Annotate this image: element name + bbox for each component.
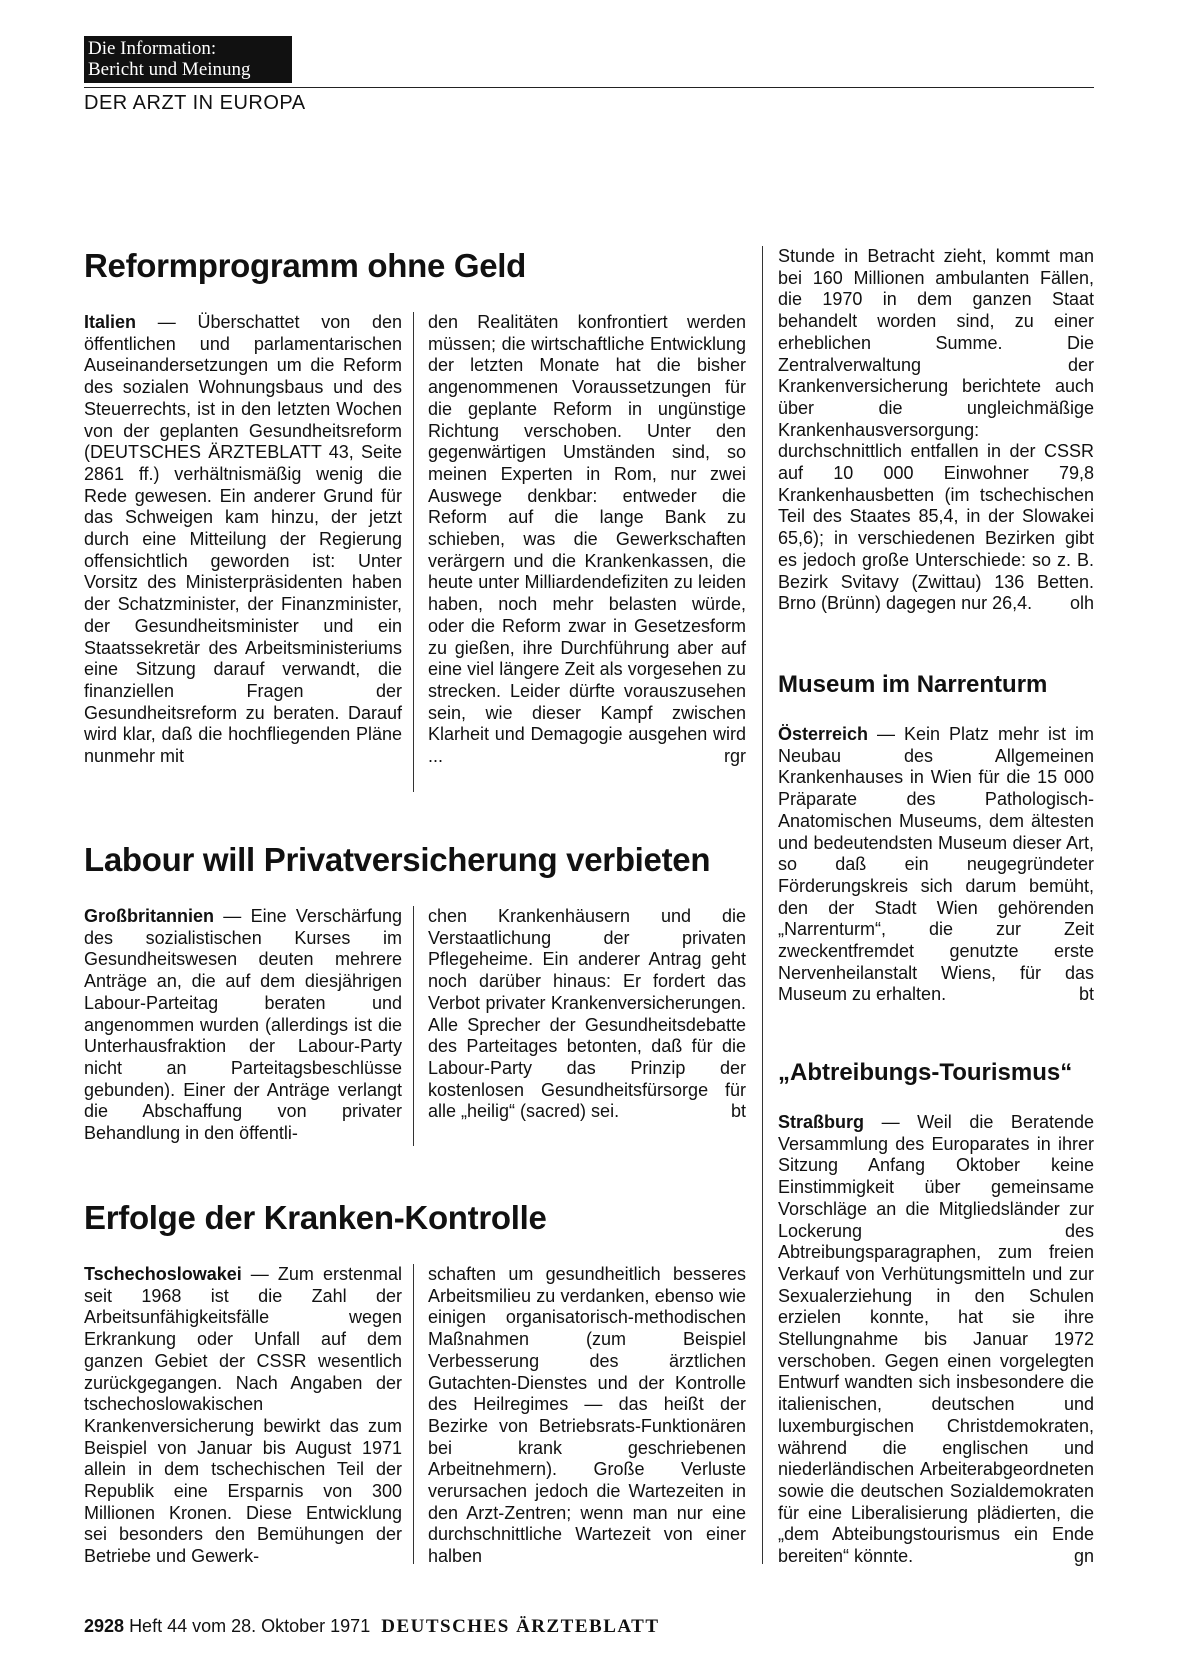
column-divider-right	[762, 246, 763, 1564]
kontrolle-column-3	[778, 246, 1094, 615]
column-divider	[413, 906, 414, 1146]
page-footer	[84, 1616, 660, 1638]
headline-reform: Reformprogramm ohne Geld	[84, 247, 527, 284]
kontrolle-text-1: — Zum erstenmal seit 1968 ist die Zahl der Arbeitsunfähigkeitsfälle wegen Erkrankung oder Unfall auf dem ganzen Gebiet der CSSR wesentlich zurückgegangen. Nach Angaben der tschechoslowakischen Krankenversicherung bewirkt das zum Beispiel von Januar bis August 1971 allein in dem tschechischen Teil der Republik eine Ersparnis von 300 Millionen Kronen. Diese Entwicklung sei besonders den Bemühungen der Betriebe und Gewerk-	[84, 1264, 402, 1567]
headline-kontrolle: Erfolge der Kranken-Kontrolle	[84, 1199, 547, 1236]
labour-text-1: — Eine Verschärfung des sozialistischen Kurses im Gesundheitswesen deuten mehrere Anträge an, die auf dem diesjährigen Labour-Parteitag beraten und angenommen wurden (allerdings ist die Unterhausfraktion der Labour-Party nicht an Parteitagsbeschlüsse gebunden). Einer der Anträge verlangt die Abschaffung von privater Behandlung in den öffentli-	[84, 906, 402, 1144]
abtreibung-signature: gn	[1073, 1546, 1094, 1567]
reform-signature: rgr	[724, 746, 746, 767]
magazine-name: DEUTSCHES ÄRZTEBLATT	[381, 1616, 660, 1637]
headline-labour: Labour will Privatversicherung verbieten	[84, 841, 711, 878]
reform-text-1: — Überschattet von den öffentlichen und parlamentarischen Auseinandersetzungen um die Reform des sozialen Wohnungsbaus und des Steuerrechts, ist in den letzten Wochen von der geplanten Gesundheitsreform (DEUTSCHES ÄRZTEBLATT 43, Seite 2861 ff.) verhältnismäßig wenig die Rede gewesen. Ein anderer Grund für das Schweigen kam hinzu, der jetzt durch eine Mitteilung der Regierung offensichtlich geworden ist: Unter Vorsitz des Ministerpräsidenten haben der Schatzminister, der Finanzminister, der Gesundheitsminister und ein Staatssekretär des Arbeitsministeriums eine Sitzung darauf verwandt, die finanziellen Fragen der Gesundheitsreform zu beraten. Darauf wird klar, daß die hochfliegenden Pläne nunmehr mit	[84, 312, 402, 767]
labour-signature: bt	[730, 1101, 746, 1122]
labour-lead: Großbritannien	[84, 906, 214, 926]
kontrolle-column-2	[428, 1264, 746, 1568]
reform-column-2	[428, 312, 746, 768]
museum-signature: bt	[1078, 984, 1094, 1005]
section-title: DER ARZT IN EUROPA	[84, 92, 306, 114]
rubric-line-1: Die Information:	[88, 38, 217, 59]
column-divider	[413, 312, 414, 792]
kontrolle-text-2: schaften um gesundheitlich besseres Arbeitsmilieu zu verdanken, ebenso wie einigen organisatorisch-methodischen Maßnahmen (zum Beispiel Verbesserung des ärztlichen Gutachten-Dienstes und der Kontrolle des Heilregimes — das heißt der Bezirke von Betriebsrats-Funktionären bei krank geschriebenen Arbeitnehmern). Große Verluste verursachen jedoch die Wartezeiten in den Arzt-Zentren; wenn man nur eine durchschnittliche Wartezeit von einer halben	[428, 1264, 746, 1567]
abtreibung-body	[778, 1112, 1094, 1568]
kontrolle-text-3: Stunde in Betracht zieht, kommt man bei 160 Millionen ambulanten Fällen, die 1970 in dem ganzen Staat behandelt worden sind, zu einer erheblichen Summe. Die Zentralverwaltung der Krankenversicherung berichtete auch über die ungleichmäßige Krankenhausversorgung: durchschnittlich entfallen in der CSSR auf 10 000 Einwohner 79,8 Krankenhausbetten (im tschechischen Teil des Staates 85,4, in der Slowakei 65,6); in verschiedenen Bezirken gibt es jedoch große Unterschiede: so z. B. Bezirk Svitavy (Zwittau) 136 Betten. Brno (Brünn) dagegen nur 26,4.	[778, 246, 1094, 614]
page-number: 2928	[84, 1616, 125, 1636]
labour-text-2: chen Krankenhäusern und die Verstaatlichung der privaten Pflegeheime. Ein anderer Antrag geht noch darüber hinaus: Er fordert das Verbot privater Krankenversicherungen. Alle Sprecher der Gesundheitsdebatte des Parteitages betonten, daß für die Labour-Party das Prinzip der kostenlosen Gesundheitsfürsorge für alle „heilig“ (sacred) sei.	[428, 906, 746, 1122]
column-divider	[413, 1264, 414, 1564]
labour-column-1	[84, 906, 402, 1145]
rubric-line-2: Bericht und Meinung	[88, 59, 251, 80]
kontrolle-column-1	[84, 1264, 402, 1568]
reform-column-1	[84, 312, 402, 768]
headline-museum: Museum im Narrenturm	[778, 671, 1048, 698]
abtreibung-lead: Straßburg	[778, 1112, 865, 1132]
headline-abtreibung: „Abtreibungs-Tourismus“	[778, 1059, 1073, 1086]
labour-column-2	[428, 906, 746, 1123]
issue-info: Heft 44 vom 28. Oktober 1971	[129, 1616, 371, 1636]
museum-lead: Österreich	[778, 724, 869, 744]
museum-body	[778, 724, 1094, 1006]
kontrolle-lead: Tschechoslowakei	[84, 1264, 242, 1284]
reform-lead: Italien	[84, 312, 137, 332]
header-rule	[84, 87, 1094, 88]
kontrolle-signature: olh	[1069, 593, 1094, 614]
reform-text-2: den Realitäten konfrontiert werden müssen; die wirtschaftliche Entwicklung der letzten Monate hat die bisher angenommenen Voraussetzungen für die geplante Reform in ungünstige Richtung verschoben. Unter den gegenwärtigen Umständen sind, so meinen Experten in Rom, nur zwei Auswege denkbar: entweder die Reform auf die lange Bank zu schieben, was die Gewerkschaften verärgern und die Krankenkassen, die heute unter Milliardendefiziten zu leiden haben, noch mehr belasten würde, oder die Reform zwar in Gesetzesform zu gießen, ihre Durchführung aber auf eine viel längere Zeit als vorgesehen zu strecken. Leider dürfte vorauszusehen sein, wie dieser Kampf zwischen Klarheit und Demagogie ausgehen wird ...	[428, 312, 746, 767]
rubric-box	[84, 36, 292, 83]
museum-text: — Kein Platz mehr ist im Neubau des Allgemeinen Krankenhauses in Wien für die 15 000 Präparate des Pathologisch-Anatomischen Museums, dem ältesten und bedeutendsten Museum dieser Art, so daß ein neugegründeter Förderungskreis sich darum bemüht, den der Stadt Wien gehörenden „Narrenturm“, die zur Zeit zweckentfremdet genutzte erste Nervenheilanstalt Wiens, für das Museum zu erhalten.	[778, 724, 1094, 1005]
abtreibung-text: — Weil die Beratende Versammlung des Europarates in ihrer Sitzung Anfang Oktober keine Einstimmigkeit über gemeinsame Vorschläge an die Mitgliedsländer zur Lockerung des Abtreibungsparagraphen, zum freien Verkauf von Verhütungsmitteln und zur Sexualerziehung in den Schulen erzielen konnte, hat sie ihre Stellungnahme bis Januar 1972 verschoben. Gegen einen vorgelegten Entwurf wandten sich insbesondere die italienischen, deutschen und luxemburgischen Christdemokraten, während die englischen und niederländischen Arbeiterabgeordneten sowie die deutschen Sozialdemokraten für eine Liberalisierung plädierten, die „dem Abteibungstourismus ein Ende bereiten“ könnte.	[778, 1112, 1094, 1567]
